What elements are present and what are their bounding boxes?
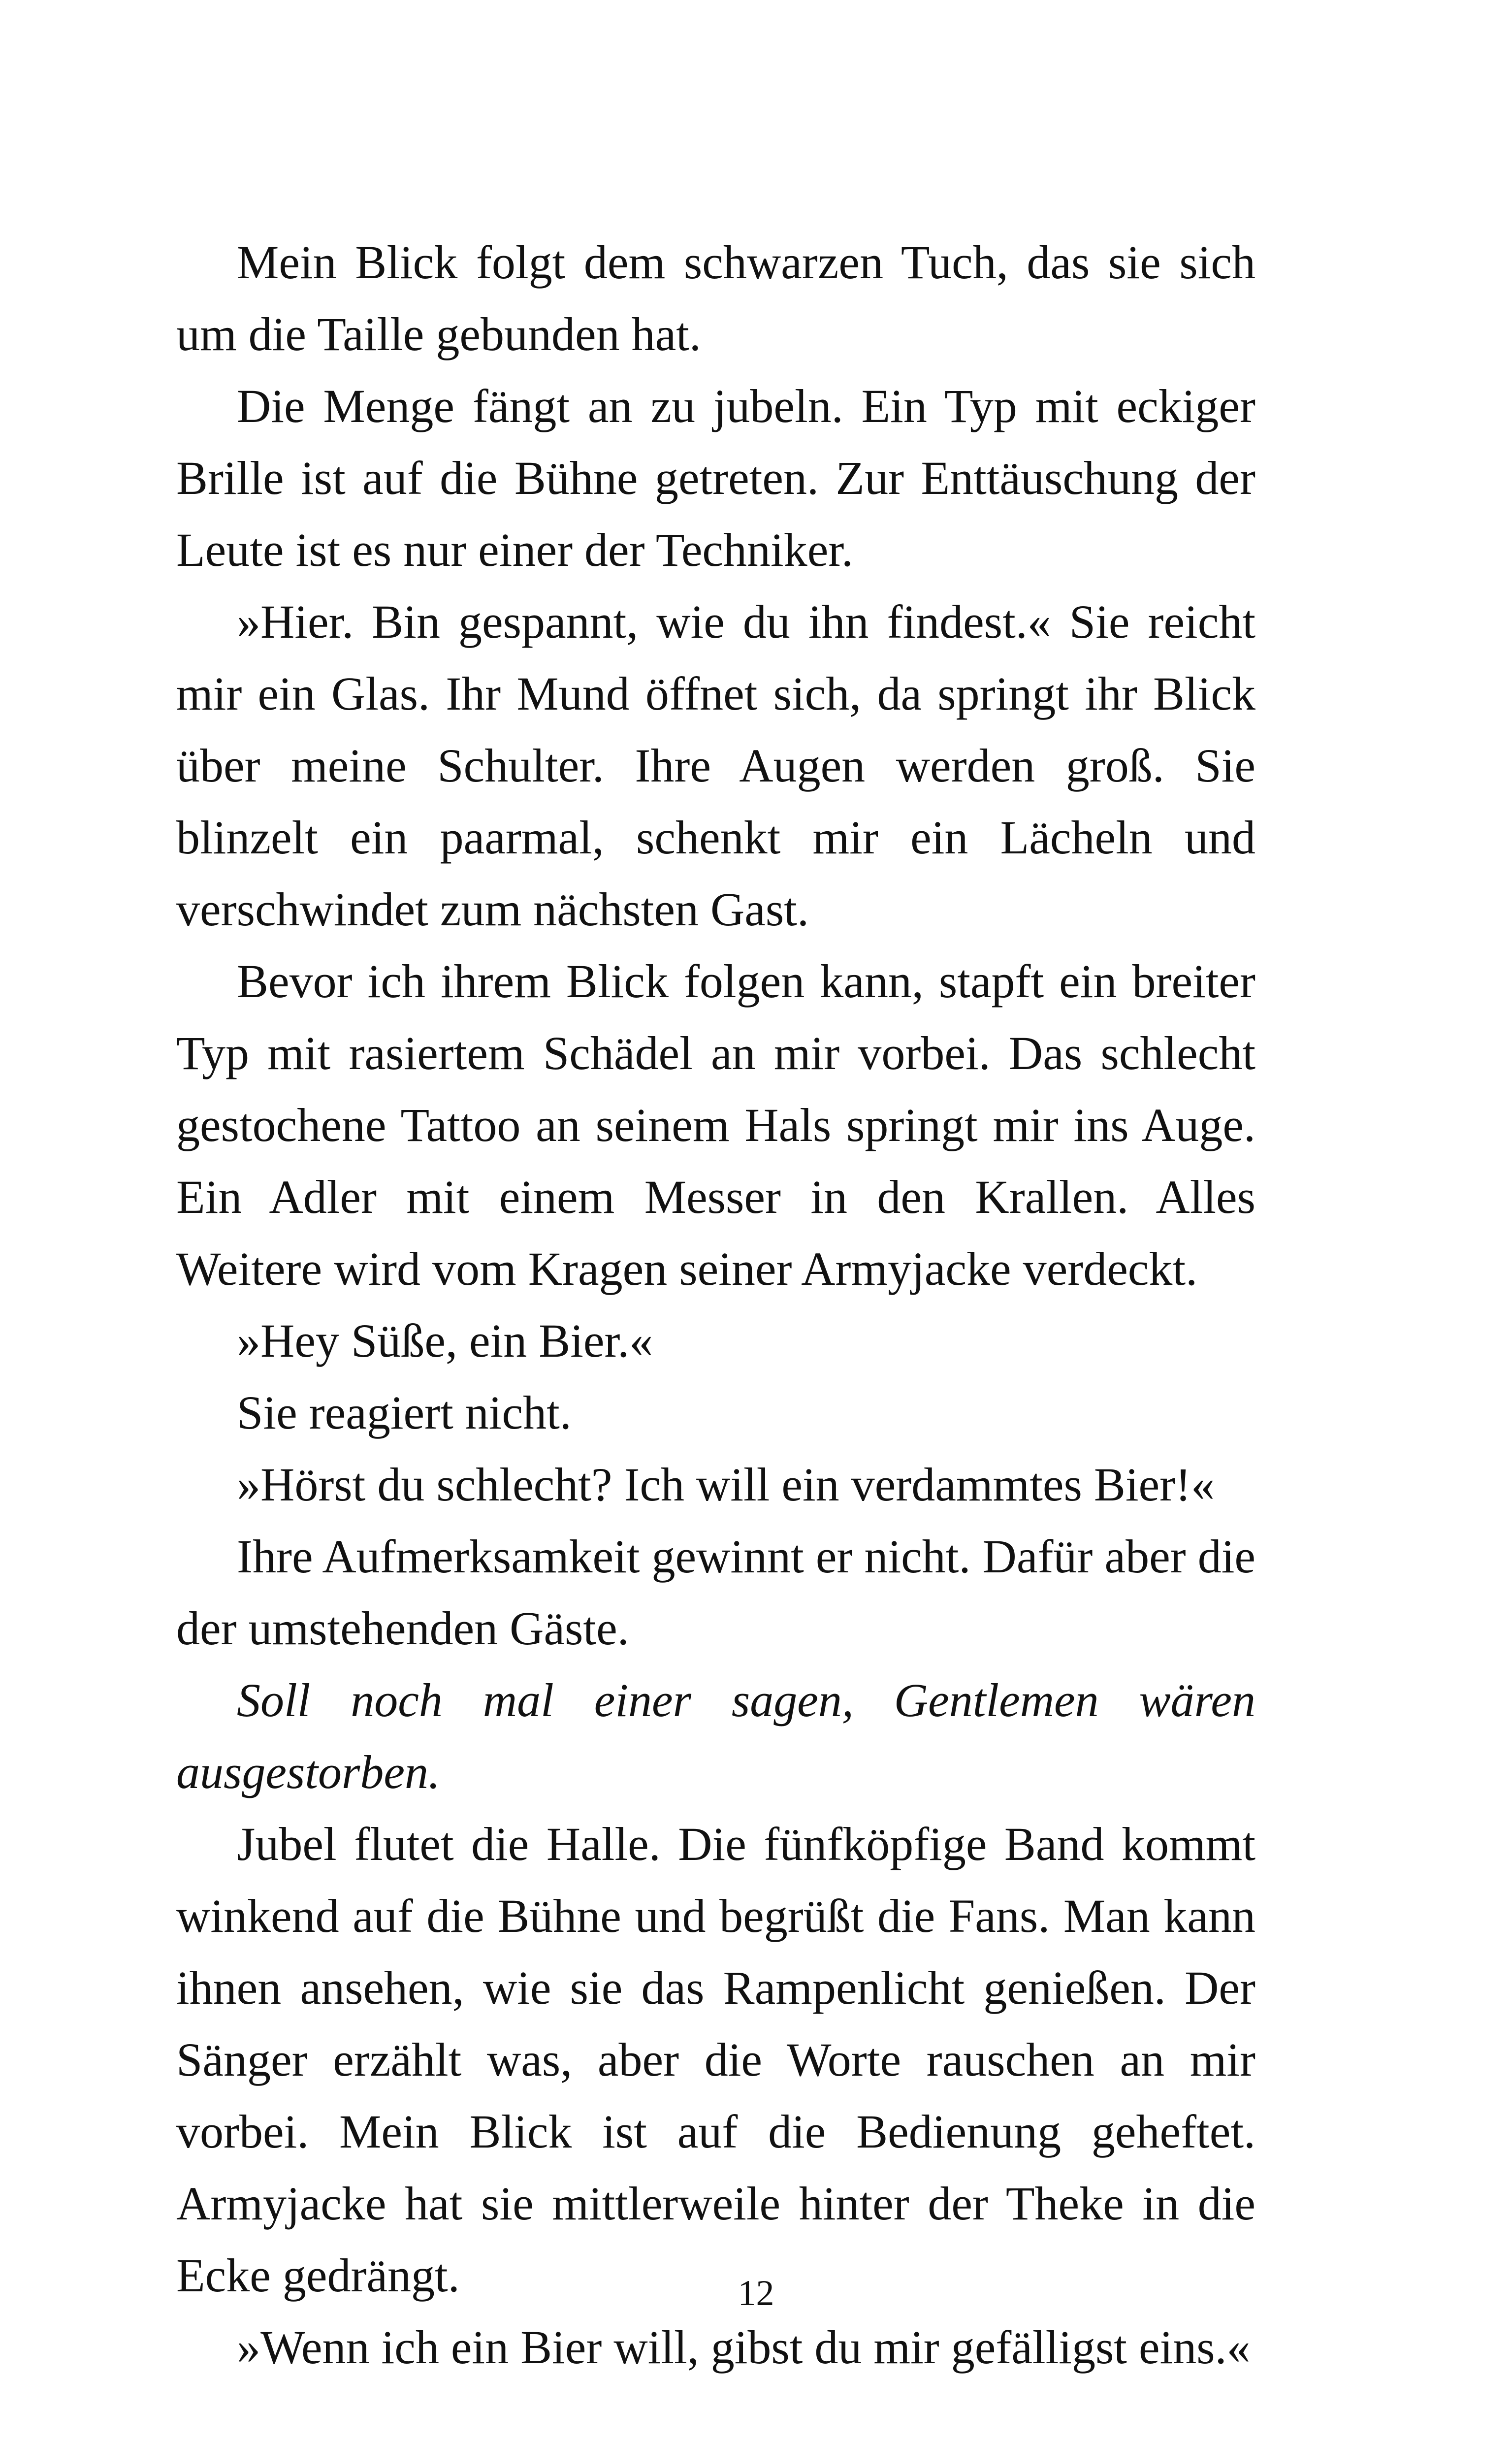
paragraph: Jubel flutet die Halle. Die fünfköpfige Band kommt winkend auf die Bühne und begrüßt die Fans. Man kann ihnen ansehen, wie sie das Rampenlicht genießen. Der Sänger erzählt was, aber die Worte rauschen an mir vorbei. Mein Blick ist auf die Bedienung geheftet. Armyjacke hat sie mittlerweile hinter der Theke in die Ecke gedrängt.: [176, 1818, 1255, 2302]
italic-thought-paragraph: Soll noch mal einer sagen, Gentlemen wären ausgestorben.: [176, 1674, 1255, 1798]
body-text: [176, 227, 1255, 2383]
paragraph: »Hörst du schlecht? Ich will ein verdammtes Bier!«: [237, 1458, 1215, 1511]
paragraph: Ihre Aufmerksamkeit gewinnt er nicht. Dafür aber die der umstehenden Gäste.: [176, 1530, 1255, 1655]
page-number: 12: [738, 2273, 774, 2313]
paragraph: Bevor ich ihrem Blick folgen kann, stapft ein breiter Typ mit rasiertem Schädel an mir vorbei. Das schlecht gestochene Tattoo an seinem Hals springt mir ins Auge. Ein Adler mit einem Messer in den Krallen. Alles Weitere wird vom Kragen seiner Armyjacke verdeckt.: [176, 955, 1255, 1295]
paragraph: »Hier. Bin gespannt, wie du ihn findest.« Sie reicht mir ein Glas. Ihr Mund öffnet sich, da springt ihr Blick über meine Schulter. Ihre Augen werden groß. Sie blinzelt ein paarmal, schenkt mir ein Lächeln und verschwindet zum nächsten Gast.: [176, 595, 1255, 936]
paragraph: Sie reagiert nicht.: [237, 1386, 572, 1439]
paragraph: »Hey Süße, ein Bier.«: [237, 1314, 653, 1367]
paragraph: »Wenn ich ein Bier will, gibst du mir gefälligst eins.«: [237, 2321, 1251, 2374]
paragraph: Die Menge fängt an zu jubeln. Ein Typ mit eckiger Brille ist auf die Bühne getreten. Zur Enttäuschung der Leute ist es nur einer der Techniker.: [176, 380, 1255, 576]
paragraph: Mein Blick folgt dem schwarzen Tuch, das sie sich um die Taille gebunden hat.: [176, 236, 1255, 360]
